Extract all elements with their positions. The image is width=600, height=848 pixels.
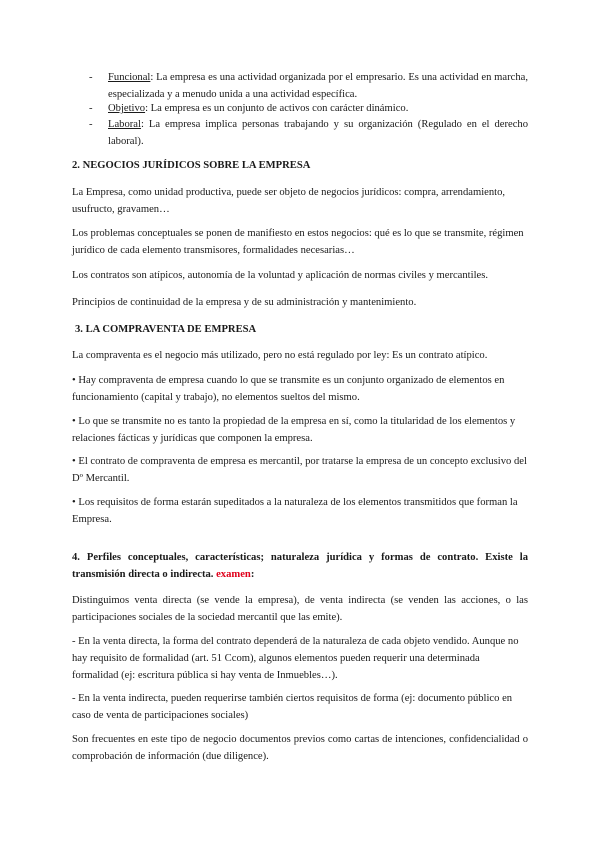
section-4-paragraph-2: - En la venta directa, la forma del contrato dependerá de la naturaleza de cada objeto vendido. Aunque no hay requisito de formalidad (art. 51 Ccom), algunos elementos pueden requerir una determinada formalidad (ej: escritura pública si hay venta de Inmuebles…). — [72, 636, 519, 681]
section-4-title: 4. Perfiles conceptuales, características; naturaleza jurídica y formas de contrato. Existe la transmisión directa o indirecta. — [72, 552, 528, 580]
list-item-laboral — [72, 116, 528, 150]
section-3-paragraph-3: • Lo que se transmite no es tanto la propiedad de la empresa en sí, como la titularidad de los elementos y relaciones fácticas y jurídicas que componen la empresa. — [72, 416, 516, 444]
term-laboral: Laboral — [108, 119, 141, 130]
definition-laboral: : La empresa implica personas trabajando y su organización (Regulado en el derecho laboral). — [108, 119, 528, 147]
list-dash: - — [89, 72, 93, 83]
section-4-paragraph-4: Son frecuentes en este tipo de negocio documentos previos como cartas de intenciones, confidencialidad o comprobación de información (due diligence). — [72, 734, 528, 762]
section-4-paragraph-3: - En la venta indirecta, pueden requerirse también ciertos requisitos de forma (ej: documento público en caso de venta de participaciones sociales) — [72, 693, 513, 721]
term-funcional: Funcional — [108, 72, 151, 83]
section-4-paragraph-1: Distinguimos venta directa (se vende la empresa), de venta indirecta (se venden las acciones, o las participaciones sociales de la sociedad mercantil que las emite). — [72, 595, 528, 623]
section-3-paragraph-2: • Hay compraventa de empresa cuando lo que se transmite es un conjunto organizado de elementos en funcionamiento (capital y trabajo), no elementos sueltos del mismo. — [72, 375, 505, 403]
section-2-paragraph-4: Principios de continuidad de la empresa y de su administración y mantenimiento. — [72, 297, 417, 308]
list-dash: - — [89, 119, 93, 130]
exam-tag: examen — [216, 569, 251, 580]
section-3-paragraph-4: • El contrato de compraventa de empresa es mercantil, por tratarse la empresa de un concepto exclusivo del Dº Mercantil. — [72, 456, 527, 484]
list-item-funcional — [72, 69, 528, 103]
heading-colon: : — [250, 569, 255, 580]
list-item-objetivo — [72, 100, 528, 117]
list-item-text — [108, 116, 528, 150]
definition-funcional: : La empresa es una actividad organizada por el empresario. Es una actividad en marcha, especializada y a menudo unida a una actividad específica. — [108, 72, 528, 100]
section-3-paragraph-1: La compraventa es el negocio más utilizado, pero no está regulado por ley: Es un contrato atípico. — [72, 350, 488, 361]
list-dash: - — [89, 103, 93, 114]
section-2-heading: 2. NEGOCIOS JURÍDICOS SOBRE LA EMPRESA — [72, 160, 311, 171]
definition-objetivo: : La empresa es un conjunto de activos con carácter dinámico. — [145, 103, 409, 114]
section-2-paragraph-2: Los problemas conceptuales se ponen de manifiesto en estos negocios: qué es lo que se transmite, régimen jurídico de cada elemento transmisores, formalidades necesarias… — [72, 228, 524, 256]
term-objetivo: Objetivo — [108, 103, 146, 114]
section-3-heading: 3. LA COMPRAVENTA DE EMPRESA — [75, 324, 257, 335]
section-4-heading — [72, 549, 528, 583]
list-item-text — [108, 100, 528, 117]
section-3-paragraph-5: • Los requisitos de forma estarán supeditados a la naturaleza de los elementos transmitidos que forman la Empresa. — [72, 497, 518, 525]
section-2-paragraph-3: Los contratos son atípicos, autonomía de la voluntad y aplicación de normas civiles y mercantiles. — [72, 270, 488, 281]
section-2-paragraph-1: La Empresa, como unidad productiva, puede ser objeto de negocios jurídicos: compra, arrendamiento, usufructo, gravamen… — [72, 187, 506, 215]
list-item-text — [108, 69, 528, 103]
